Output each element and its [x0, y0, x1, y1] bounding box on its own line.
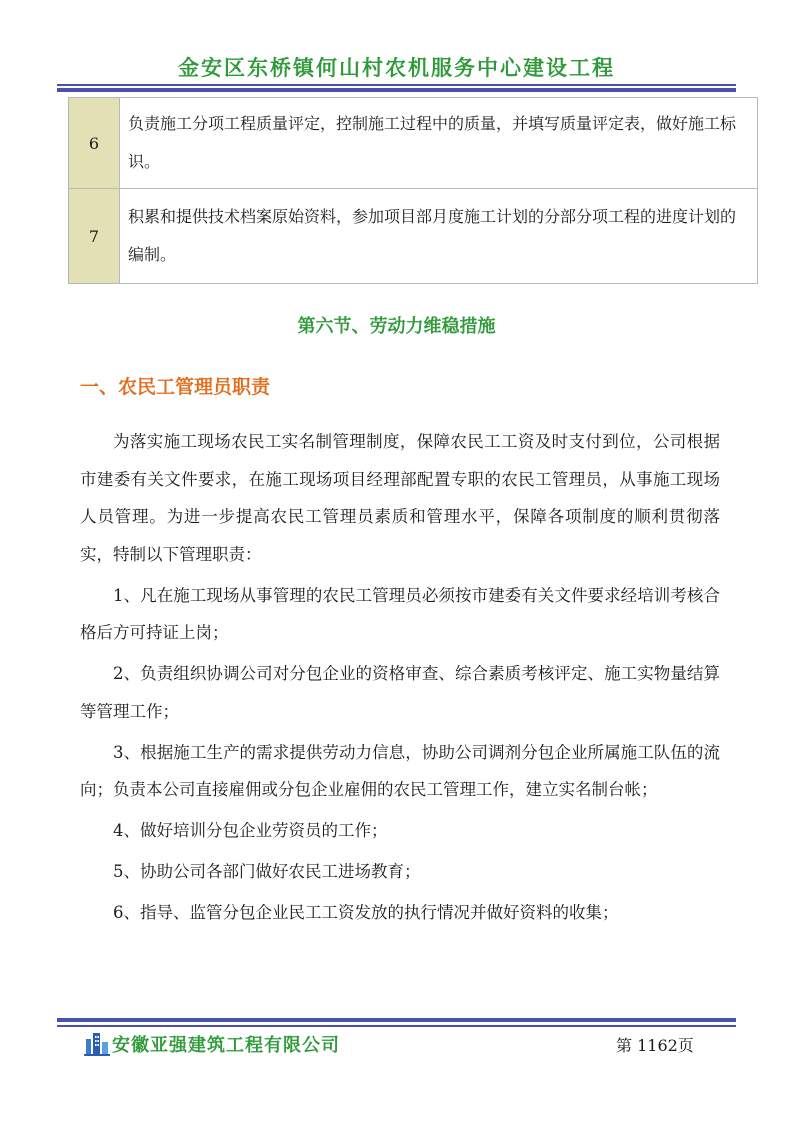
section-title: 第六节、劳动力维稳措施 [297, 316, 496, 337]
paragraph-item: 4、做好培训分包企业劳资员的工作； [113, 821, 388, 840]
footer-rule-thick [57, 1018, 736, 1022]
header-rule-thin [57, 84, 736, 86]
header-rule-thick [57, 88, 736, 92]
row-text: 积累和提供技术档案原始资料，参加项目部月度施工计划的分部分项工程的进度计划的编制。 [120, 189, 758, 284]
footer-company-name: 安徽亚强建筑工程有限公司 [112, 1035, 340, 1056]
footer-rule-thin [57, 1025, 736, 1027]
building-logo-icon [84, 1030, 110, 1056]
paragraph-item: 1、凡在施工现场从事管理的农民工管理员必须按市建委有关文件要求经培训考核合格后方可持证上岗； [80, 585, 720, 642]
duty-table [68, 97, 758, 284]
paragraph-item: 6、指导、监管分包企业民工工资发放的执行情况并做好资料的收集； [113, 903, 619, 922]
paragraph-item: 2、负责组织协调公司对分包企业的资格审查、综合素质考核评定、施工实物量结算等管理工作； [80, 664, 720, 721]
table-row [69, 98, 758, 189]
row-number: 6 [69, 98, 120, 189]
body-text [80, 423, 720, 935]
row-number: 7 [69, 189, 120, 284]
page-number: 第 1162页 [616, 1036, 694, 1055]
table-row [69, 189, 758, 284]
paragraph-intro: 为落实施工现场农民工实名制管理制度，保障农民工工资及时支付到位，公司根据市建委有关文件要求，在施工现场项目经理部配置专职的农民工管理员，从事施工现场人员管理。为进一步提高农民工管理员素质和管理水平，保障各项制度的顺利贯彻落实，特制以下管理职责： [80, 432, 720, 564]
page-header-title: 金安区东桥镇何山村农机服务中心建设工程 [178, 56, 615, 80]
row-text: 负责施工分项工程质量评定，控制施工过程中的质量，并填写质量评定表，做好施工标识。 [120, 98, 758, 189]
paragraph-item: 5、协助公司各部门做好农民工进场教育； [113, 862, 421, 881]
sub-heading: 一、农民工管理员职责 [80, 376, 271, 398]
paragraph-item: 3、根据施工生产的需求提供劳动力信息，协助公司调剂分包企业所属施工队伍的流向；负责本公司直接雇佣或分包企业雇佣的农民工管理工作，建立实名制台帐； [80, 742, 720, 799]
